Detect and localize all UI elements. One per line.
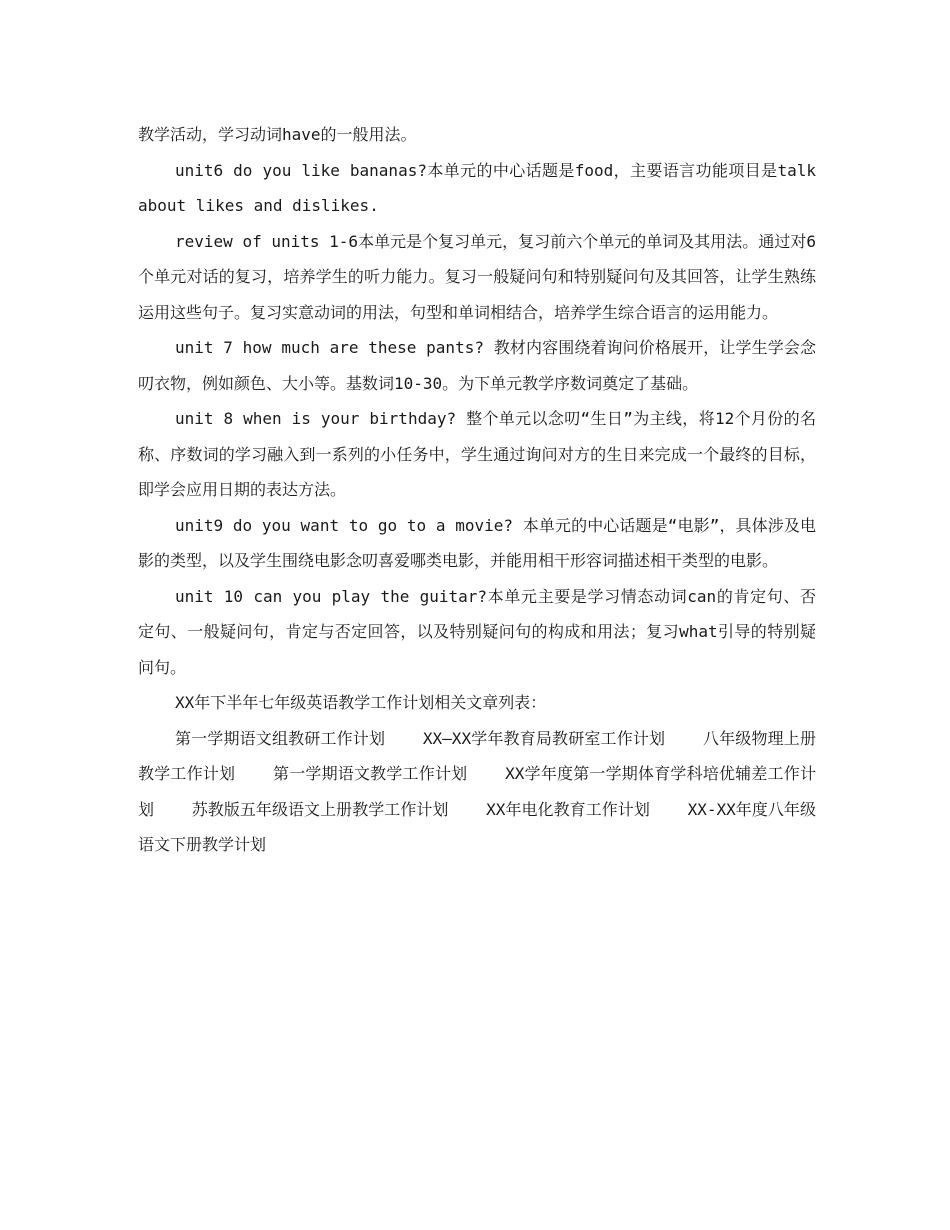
paragraph-unit5-continuation: 教学活动，学习动词have的一般用法。	[138, 125, 417, 144]
related-article-link[interactable]: 八年级物理上册教学工作计划	[138, 728, 816, 783]
related-article-link[interactable]: 第一学期语文教学工作计划	[273, 764, 468, 783]
related-article-link[interactable]: 第一学期语文组教研工作计划	[175, 728, 386, 748]
paragraph-unit7: unit 7 how much are these pants? 教材内容围绕着询问价格展开，让学生学会念叨衣物，例如颜色、大小等。基数词10-30。为下单元教学序数词奠定了基础。	[138, 338, 816, 393]
paragraph-unit10: unit 10 can you play the guitar?本单元主要是学习情态动词can的肯定句、否定句、一般疑问句，肯定与否定回答，以及特别疑问句的构成和用法；复习what引导的特别疑问句。	[138, 586, 816, 677]
related-article-link[interactable]: 苏教版五年级语文上册教学工作计划	[191, 799, 449, 819]
document-body	[138, 117, 816, 863]
paragraph-unit9: unit9 do you want to go to a movie? 本单元的中心话题是“电影”，具体涉及电影的类型，以及学生围绕电影念叨喜爱哪类电影，并能用相干形容词描述相干类型的电影。	[138, 515, 816, 570]
related-article-link[interactable]: XX—XX学年教育局教研室工作计划	[422, 728, 666, 748]
related-article-link[interactable]: XX学年度第一学期体育学科培优辅差工作计划	[138, 764, 816, 819]
related-article-link[interactable]: XX年电化教育工作计划	[486, 799, 650, 819]
related-articles-list	[138, 721, 816, 863]
paragraph-review-units: review of units 1-6本单元是个复习单元，复习前六个单元的单词及其用法。通过对6个单元对话的复习，培养学生的听力能力。复习一般疑问句和特别疑问句及其回答，让学生熟练运用这些句子。复习实意动词的用法，句型和单词相结合，培养学生综合语言的运用能力。	[138, 231, 816, 322]
paragraph-unit6: unit6 do you like bananas?本单元的中心话题是food，主要语言功能项目是talk about likes and dislikes.	[138, 160, 816, 215]
related-article-link[interactable]: XX-XX年度八年级语文下册教学计划	[138, 799, 816, 854]
paragraph-unit8: unit 8 when is your birthday? 整个单元以念叨“生日”为主线，将12个月份的名称、序数词的学习融入到一系列的小任务中，学生通过询问对方的生日来完成一个最终的目标，即学会应用日期的表达方法。	[138, 409, 816, 499]
related-articles-heading: XX年下半年七年级英语教学工作计划相关文章列表：	[175, 693, 547, 712]
